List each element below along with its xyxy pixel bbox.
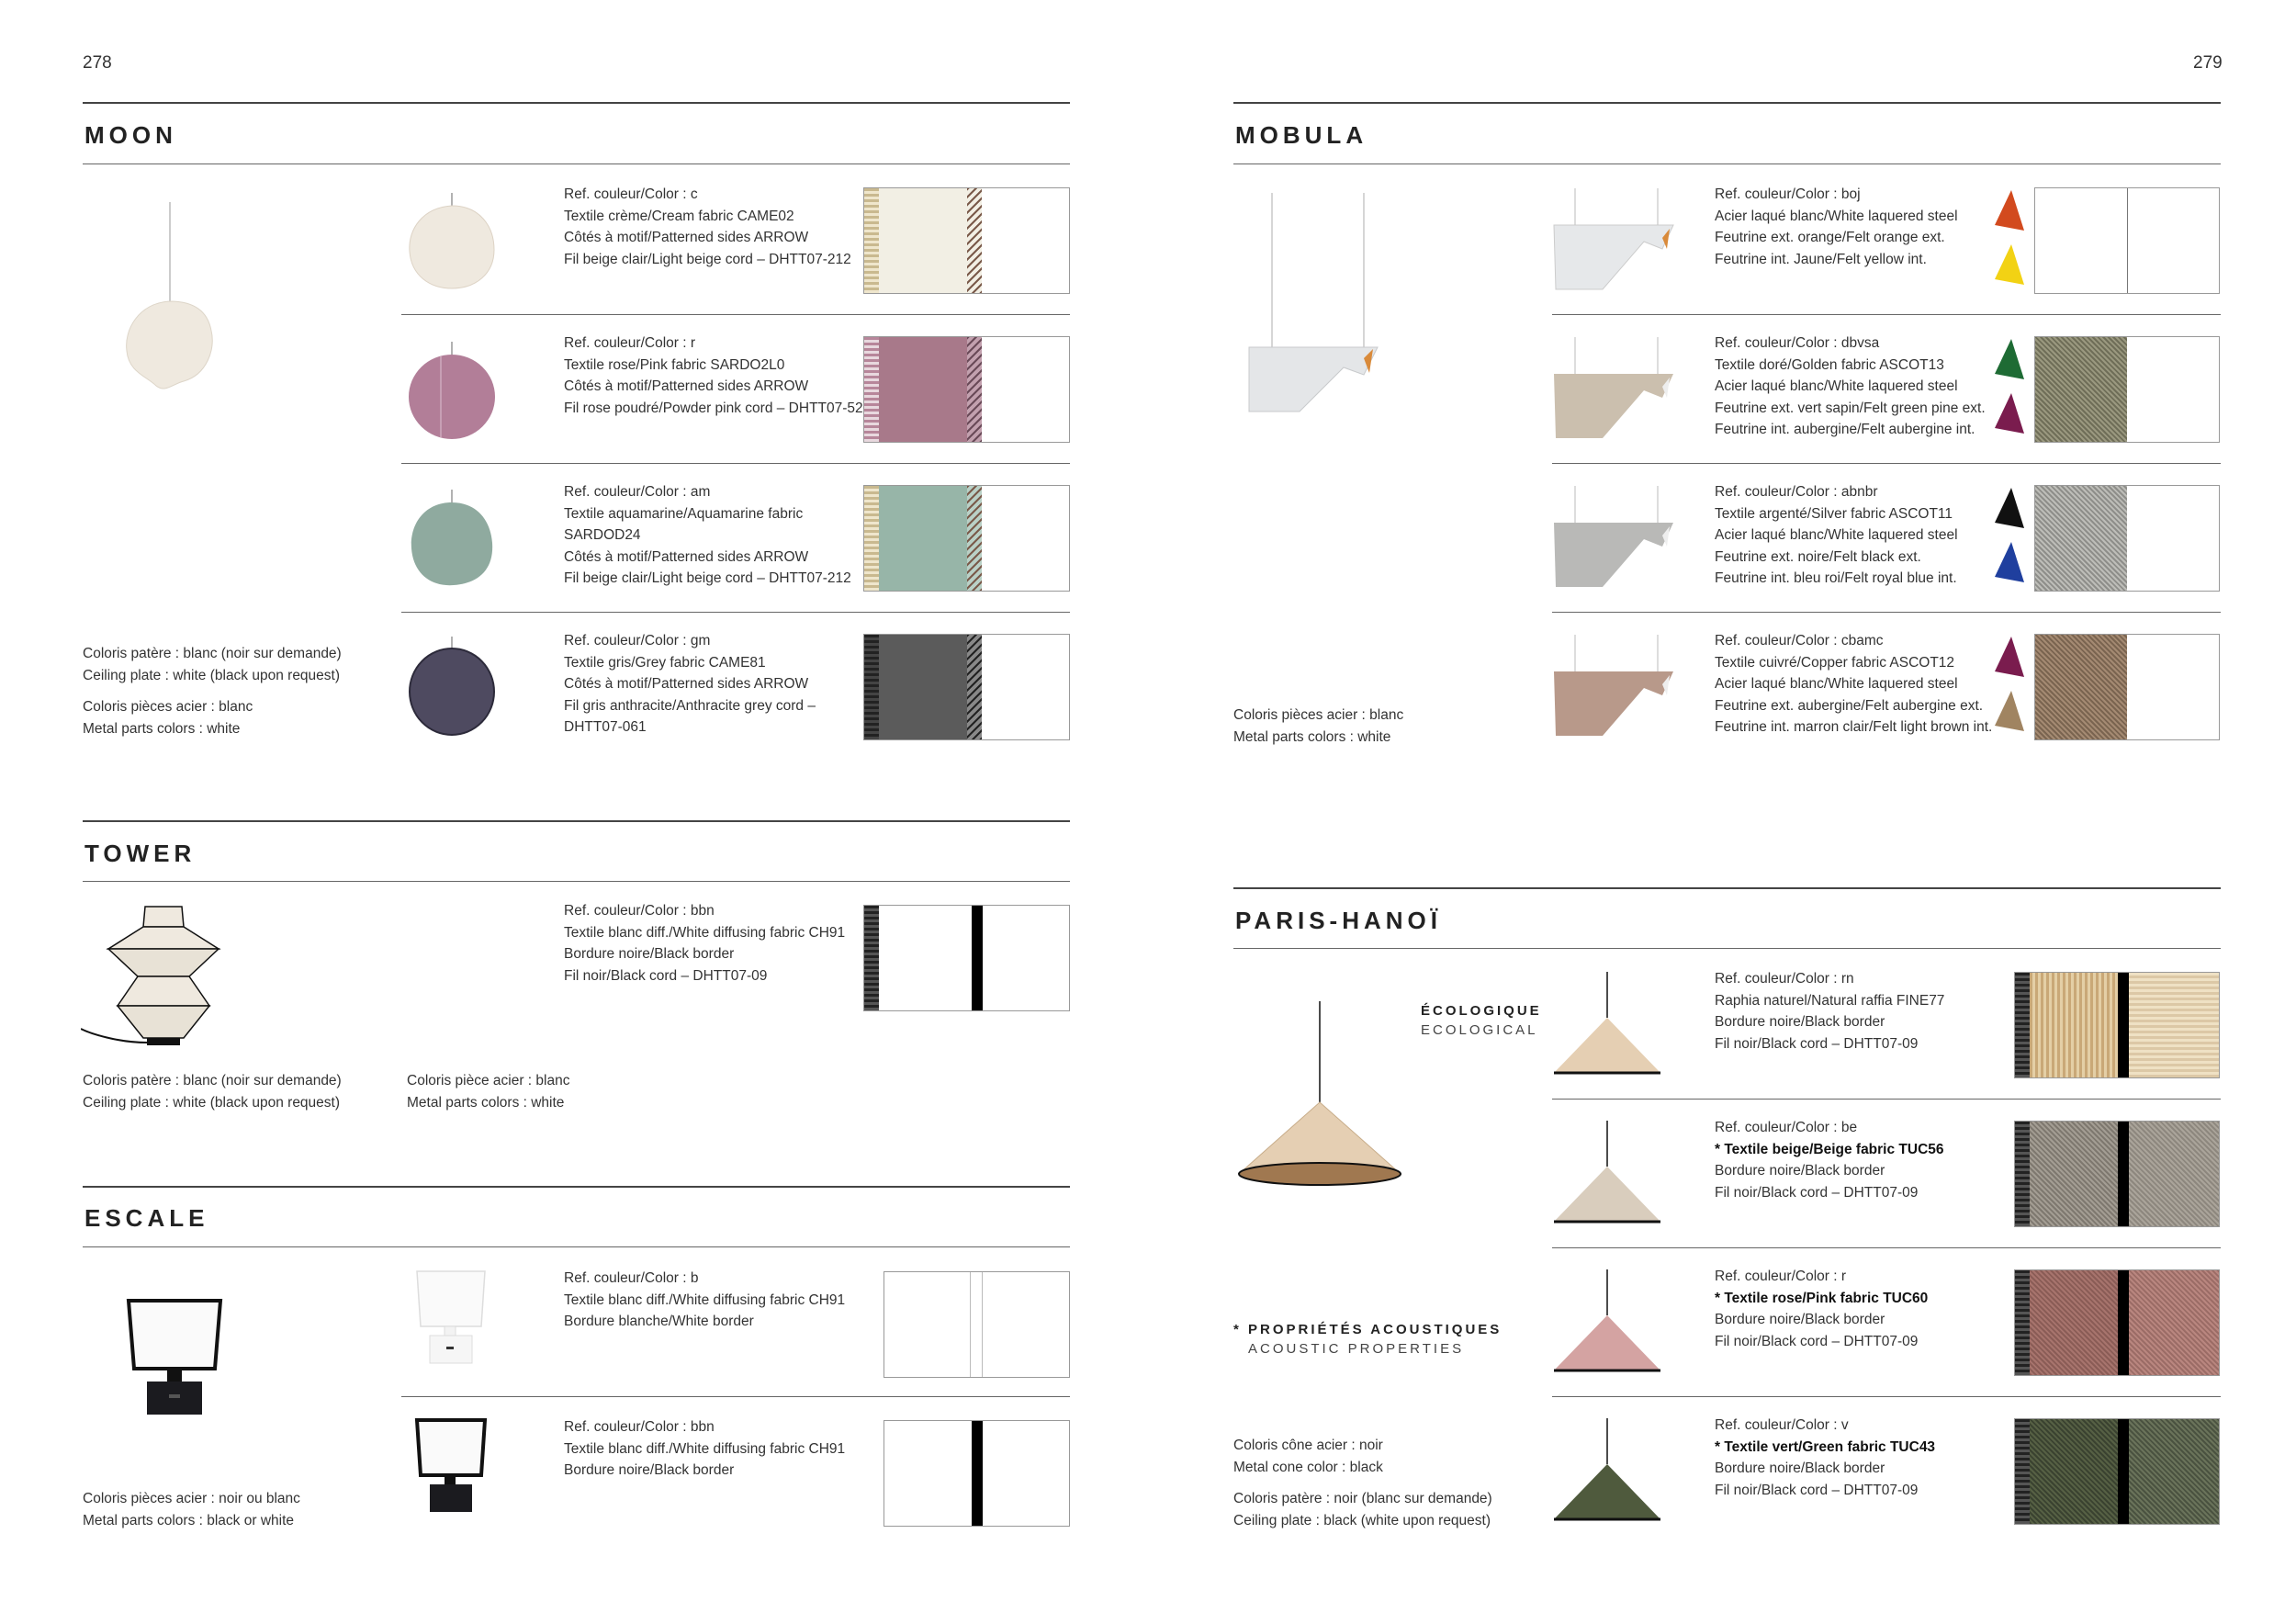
paris-hanoi-variant-r-image — [1552, 1269, 1667, 1380]
mobula-variant-cbamc-swatch — [2034, 634, 2220, 740]
mobula-variant-cbamc-line-3: Acier laqué blanc/White laquered steel — [1715, 676, 1958, 692]
mobula-title: MOBULA — [1235, 121, 1368, 149]
escale-title: ESCALE — [84, 1204, 209, 1232]
paris-hanoi-variant-rn-line-3: Bordure noire/Black border — [1715, 1014, 1885, 1030]
tower-variant-line-1: Ref. couleur/Color : bbn — [564, 903, 715, 919]
moon-variant-c-line-3: Côtés à motif/Patterned sides ARROW — [564, 230, 809, 245]
mobula-variant-cbamc-line-4: Feutrine ext. aubergine/Felt aubergine ext. — [1715, 697, 1984, 714]
tower-top-rule — [83, 820, 1070, 822]
mobula-variant-cbamc-line-2: Textile cuivré/Copper fabric ASCOT12 — [1715, 654, 1955, 671]
escale-variant-b-swatch — [884, 1271, 1070, 1378]
mobula-variant-cbamc-line-5: Feutrine int. marron clair/Felt light brown int. — [1715, 719, 1993, 735]
moon-variant-r-text — [564, 333, 863, 419]
escale-variant-b-line-3: Bordure blanche/White border — [564, 1314, 754, 1329]
paris-hanoi-variant-v-line-2: * Textile vert/Green fabric TUC43 — [1715, 1438, 1936, 1455]
ecological-label — [1421, 1001, 1542, 1040]
moon-variant-gm-swatch — [863, 634, 1070, 740]
moon-variant-c-image — [404, 193, 500, 308]
paris-hanoi-hero-image — [1235, 1001, 1410, 1199]
escale-row-rule — [401, 1396, 1070, 1397]
page-number-right: 279 — [2193, 53, 2223, 73]
escale-variant-b-image — [410, 1268, 492, 1387]
moon-variant-am-swatch — [863, 485, 1070, 592]
paris-hanoi-variant-be-image — [1552, 1121, 1667, 1231]
paris-hanoi-variant-rn-text — [1715, 968, 1944, 1054]
felt-yellow-swatch — [1993, 242, 2026, 288]
moon-variant-gm-line-2: Textile gris/Grey fabric CAME81 — [564, 654, 766, 671]
mobula-variant-boj-line-1: Ref. couleur/Color : boj — [1715, 186, 1861, 202]
paris-hanoi-variant-rn-image — [1552, 972, 1667, 1082]
mobula-variant-boj-line-3: Feutrine ext. orange/Felt orange ext. — [1715, 230, 1945, 245]
moon-variant-gm-image — [404, 637, 500, 751]
paris-hanoi-variant-v-line-1: Ref. couleur/Color : v — [1715, 1417, 1849, 1433]
moon-variant-c-line-4: Fil beige clair/Light beige cord – DHTT07-212 — [564, 251, 851, 267]
paris-hanoi-note-3: Coloris patère : noir (blanc sur demande) — [1233, 1491, 1492, 1506]
paris-hanoi-note-4: Ceiling plate : black (white upon request) — [1233, 1512, 1491, 1528]
mobula-variant-abnbr-line-5: Feutrine int. bleu roi/Felt royal blue int. — [1715, 570, 1957, 586]
paris-hanoi-title-rule — [1233, 948, 2221, 949]
tower-variant-line-3: Bordure noire/Black border — [564, 946, 735, 962]
escale-title-rule — [83, 1246, 1070, 1247]
moon-notes — [83, 643, 342, 739]
mobula-row-rule-2 — [1552, 463, 2221, 464]
mobula-top-rule — [1233, 102, 2221, 104]
tower-title-rule — [83, 881, 1070, 882]
moon-row-rule-3 — [401, 612, 1070, 613]
paris-hanoi-variant-rn-line-1: Ref. couleur/Color : rn — [1715, 971, 1854, 987]
escale-variant-b-line-1: Ref. couleur/Color : b — [564, 1270, 699, 1286]
moon-variant-r-swatch — [863, 336, 1070, 443]
felt-green-swatch — [1993, 337, 2026, 383]
moon-variant-c-line-1: Ref. couleur/Color : c — [564, 186, 698, 202]
mobula-note-2: Metal parts colors : white — [1233, 728, 1391, 745]
mobula-note-1: Coloris pièces acier : blanc — [1233, 707, 1404, 723]
paris-hanoi-variant-r-text — [1715, 1266, 1928, 1352]
moon-variant-am-text — [564, 481, 851, 590]
paris-hanoi-variant-r-swatch — [2014, 1269, 2220, 1376]
moon-note-4: Metal parts colors : white — [83, 720, 241, 737]
mobula-variant-boj-swatch — [2034, 187, 2220, 294]
tower-notes-right — [407, 1070, 569, 1113]
moon-variant-am-line-3: SARDOD24 — [564, 527, 641, 543]
paris-hanoi-row-rule-1 — [1552, 1099, 2221, 1100]
mobula-variant-cbamc-image — [1552, 635, 1676, 750]
paris-hanoi-top-rule — [1233, 887, 2221, 889]
mobula-variant-abnbr-swatch — [2034, 485, 2220, 592]
felt-royal-blue-swatch — [1993, 540, 2026, 586]
mobula-variant-abnbr-line-3: Acier laqué blanc/White laquered steel — [1715, 527, 1958, 543]
escale-variant-bbn-swatch — [884, 1420, 1070, 1527]
moon-variant-gm-line-1: Ref. couleur/Color : gm — [564, 633, 711, 648]
tower-note-left-1: Coloris patère : blanc (noir sur demande) — [83, 1073, 342, 1088]
paris-hanoi-variant-be-text — [1715, 1117, 1944, 1203]
paris-hanoi-variant-be-line-3: Bordure noire/Black border — [1715, 1163, 1885, 1179]
escale-note-2: Metal parts colors : black or white — [83, 1512, 295, 1528]
escale-variant-bbn-line-3: Bordure noire/Black border — [564, 1462, 735, 1478]
paris-hanoi-variant-r-line-1: Ref. couleur/Color : r — [1715, 1269, 1846, 1284]
mobula-variant-boj-line-2: Acier laqué blanc/White laquered steel — [1715, 208, 1958, 224]
felt-orange-swatch — [1993, 188, 2026, 234]
felt-light-brown-swatch — [1993, 689, 2026, 735]
ecological-label-fr: ÉCOLOGIQUE — [1421, 1003, 1542, 1019]
mobula-variant-abnbr-text — [1715, 481, 1958, 590]
escale-variant-bbn-text — [564, 1416, 845, 1482]
moon-variant-c-text — [564, 184, 851, 270]
moon-row-rule-2 — [401, 463, 1070, 464]
mobula-variant-abnbr-line-4: Feutrine ext. noire/Felt black ext. — [1715, 548, 1921, 565]
paris-hanoi-variant-r-line-2: * Textile rose/Pink fabric TUC60 — [1715, 1290, 1929, 1306]
mobula-variant-dbvsa-line-5: Feutrine int. aubergine/Felt aubergine int. — [1715, 422, 1975, 437]
moon-variant-am-image — [404, 490, 500, 604]
moon-note-2: Ceiling plate : white (black upon request) — [83, 667, 341, 683]
mobula-variant-dbvsa-line-4: Feutrine ext. vert sapin/Felt green pine ext. — [1715, 400, 1986, 416]
moon-note-3: Coloris pièces acier : blanc — [83, 699, 253, 715]
moon-variant-gm-line-4: Fil gris anthracite/Anthracite grey cord – — [564, 697, 816, 714]
moon-title: MOON — [84, 121, 177, 149]
moon-variant-am-line-2: Textile aquamarine/Aquamarine fabric — [564, 505, 804, 522]
paris-hanoi-variant-v-image — [1552, 1418, 1667, 1528]
escale-variant-b-line-2: Textile blanc diff./White diffusing fabric CH91 — [564, 1291, 846, 1308]
moon-variant-gm-line-5: DHTT07-061 — [564, 719, 647, 735]
paris-hanoi-variant-v-line-4: Fil noir/Black cord – DHTT07-09 — [1715, 1482, 1919, 1498]
mobula-variant-dbvsa-swatch — [2034, 336, 2220, 443]
paris-hanoi-variant-v-line-3: Bordure noire/Black border — [1715, 1460, 1885, 1476]
tower-lamp-image — [81, 905, 237, 1061]
mobula-variant-cbamc-line-1: Ref. couleur/Color : cbamc — [1715, 633, 1884, 648]
mobula-variant-abnbr-line-2: Textile argenté/Silver fabric ASCOT11 — [1715, 505, 1953, 522]
mobula-variant-dbvsa-line-3: Acier laqué blanc/White laquered steel — [1715, 378, 1958, 394]
mobula-variant-dbvsa-text — [1715, 333, 1986, 441]
paris-hanoi-variant-v-text — [1715, 1415, 1935, 1501]
mobula-notes — [1233, 705, 1403, 748]
mobula-hero-image — [1244, 193, 1382, 427]
paris-hanoi-title: PARIS-HANOÏ — [1235, 907, 1442, 934]
mobula-variant-abnbr-image — [1552, 486, 1676, 601]
moon-variant-am-line-4: Côtés à motif/Patterned sides ARROW — [564, 548, 809, 565]
felt-aubergine-ext-swatch — [1993, 635, 2026, 681]
paris-hanoi-variant-v-swatch — [2014, 1418, 2220, 1525]
paris-hanoi-variant-be-line-4: Fil noir/Black cord – DHTT07-09 — [1715, 1184, 1919, 1201]
moon-variant-r-line-1: Ref. couleur/Color : r — [564, 335, 695, 351]
moon-variant-r-line-4: Fil rose poudré/Powder pink cord – DHTT07-52 — [564, 400, 863, 416]
mobula-row-rule-3 — [1552, 612, 2221, 613]
ecological-label-en: ECOLOGICAL — [1421, 1022, 1538, 1038]
moon-variant-r-line-2: Textile rose/Pink fabric SARDO2L0 — [564, 356, 785, 373]
escale-hero-image — [119, 1295, 230, 1447]
page-number-left: 278 — [83, 53, 112, 73]
escale-note-1: Coloris pièces acier : noir ou blanc — [83, 1491, 300, 1506]
mobula-variant-dbvsa-line-2: Textile doré/Golden fabric ASCOT13 — [1715, 356, 1944, 373]
acoustic-properties-fr: * PROPRIÉTÉS ACOUSTIQUES — [1233, 1322, 1503, 1337]
escale-notes — [83, 1488, 300, 1531]
paris-hanoi-variant-rn-swatch — [2014, 972, 2220, 1078]
paris-hanoi-variant-r-line-3: Bordure noire/Black border — [1715, 1312, 1885, 1327]
tower-variant-line-4: Fil noir/Black cord – DHTT07-09 — [564, 967, 768, 984]
moon-variant-r-line-3: Côtés à motif/Patterned sides ARROW — [564, 378, 809, 394]
paris-hanoi-variant-be-swatch — [2014, 1121, 2220, 1227]
paris-hanoi-note-1: Coloris cône acier : noir — [1233, 1438, 1383, 1453]
acoustic-properties-en: ACOUSTIC PROPERTIES — [1248, 1341, 1465, 1357]
tower-note-right-1: Coloris pièce acier : blanc — [407, 1073, 570, 1088]
paris-hanoi-variant-be-line-1: Ref. couleur/Color : be — [1715, 1120, 1858, 1135]
paris-hanoi-variant-rn-line-4: Fil noir/Black cord – DHTT07-09 — [1715, 1035, 1919, 1052]
moon-hero-image — [119, 202, 220, 418]
escale-variant-b-text — [564, 1268, 845, 1333]
moon-note-1: Coloris patère : blanc (noir sur demande) — [83, 646, 342, 661]
tower-title: TOWER — [84, 840, 197, 867]
mobula-variant-dbvsa-image — [1552, 337, 1676, 452]
tower-note-right-2: Metal parts colors : white — [407, 1094, 565, 1111]
mobula-variant-boj-image — [1552, 188, 1676, 303]
paris-hanoi-variant-be-line-2: * Textile beige/Beige fabric TUC56 — [1715, 1141, 1944, 1157]
moon-variant-am-line-1: Ref. couleur/Color : am — [564, 484, 711, 500]
mobula-variant-cbamc-text — [1715, 630, 1992, 739]
tower-variant-swatch — [863, 905, 1070, 1011]
felt-aubergine-swatch — [1993, 391, 2026, 437]
felt-black-swatch — [1993, 486, 2026, 532]
moon-variant-gm-text — [564, 630, 816, 739]
paris-hanoi-variant-r-line-4: Fil noir/Black cord – DHTT07-09 — [1715, 1333, 1919, 1349]
tower-notes-left — [83, 1070, 342, 1113]
escale-variant-bbn-image — [410, 1416, 492, 1536]
moon-top-rule — [83, 102, 1070, 104]
tower-variant-line-2: Textile blanc diff./White diffusing fabric CH91 — [564, 924, 846, 941]
moon-variant-am-line-5: Fil beige clair/Light beige cord – DHTT07-212 — [564, 570, 851, 586]
paris-hanoi-note-2: Metal cone color : black — [1233, 1459, 1383, 1475]
moon-variant-r-image — [404, 342, 500, 457]
moon-variant-gm-line-3: Côtés à motif/Patterned sides ARROW — [564, 676, 809, 692]
escale-top-rule — [83, 1186, 1070, 1188]
moon-row-rule-1 — [401, 314, 1070, 315]
tower-note-left-2: Ceiling plate : white (black upon request) — [83, 1094, 341, 1111]
escale-variant-bbn-line-1: Ref. couleur/Color : bbn — [564, 1419, 715, 1435]
mobula-row-rule-1 — [1552, 314, 2221, 315]
mobula-variant-dbvsa-line-1: Ref. couleur/Color : dbvsa — [1715, 335, 1880, 351]
mobula-variant-abnbr-line-1: Ref. couleur/Color : abnbr — [1715, 484, 1878, 500]
paris-hanoi-row-rule-3 — [1552, 1396, 2221, 1397]
paris-hanoi-variant-rn-line-2: Raphia naturel/Natural raffia FINE77 — [1715, 992, 1945, 1009]
tower-variant-text — [564, 900, 845, 987]
mobula-variant-boj-line-4: Feutrine int. Jaune/Felt yellow int. — [1715, 251, 1927, 267]
escale-variant-bbn-line-2: Textile blanc diff./White diffusing fabric CH91 — [564, 1440, 846, 1457]
moon-variant-c-swatch — [863, 187, 1070, 294]
acoustic-properties-label — [1233, 1320, 1502, 1359]
paris-hanoi-notes — [1233, 1435, 1492, 1531]
paris-hanoi-row-rule-2 — [1552, 1247, 2221, 1248]
moon-variant-c-line-2: Textile crème/Cream fabric CAME02 — [564, 208, 794, 224]
mobula-variant-boj-text — [1715, 184, 1958, 270]
